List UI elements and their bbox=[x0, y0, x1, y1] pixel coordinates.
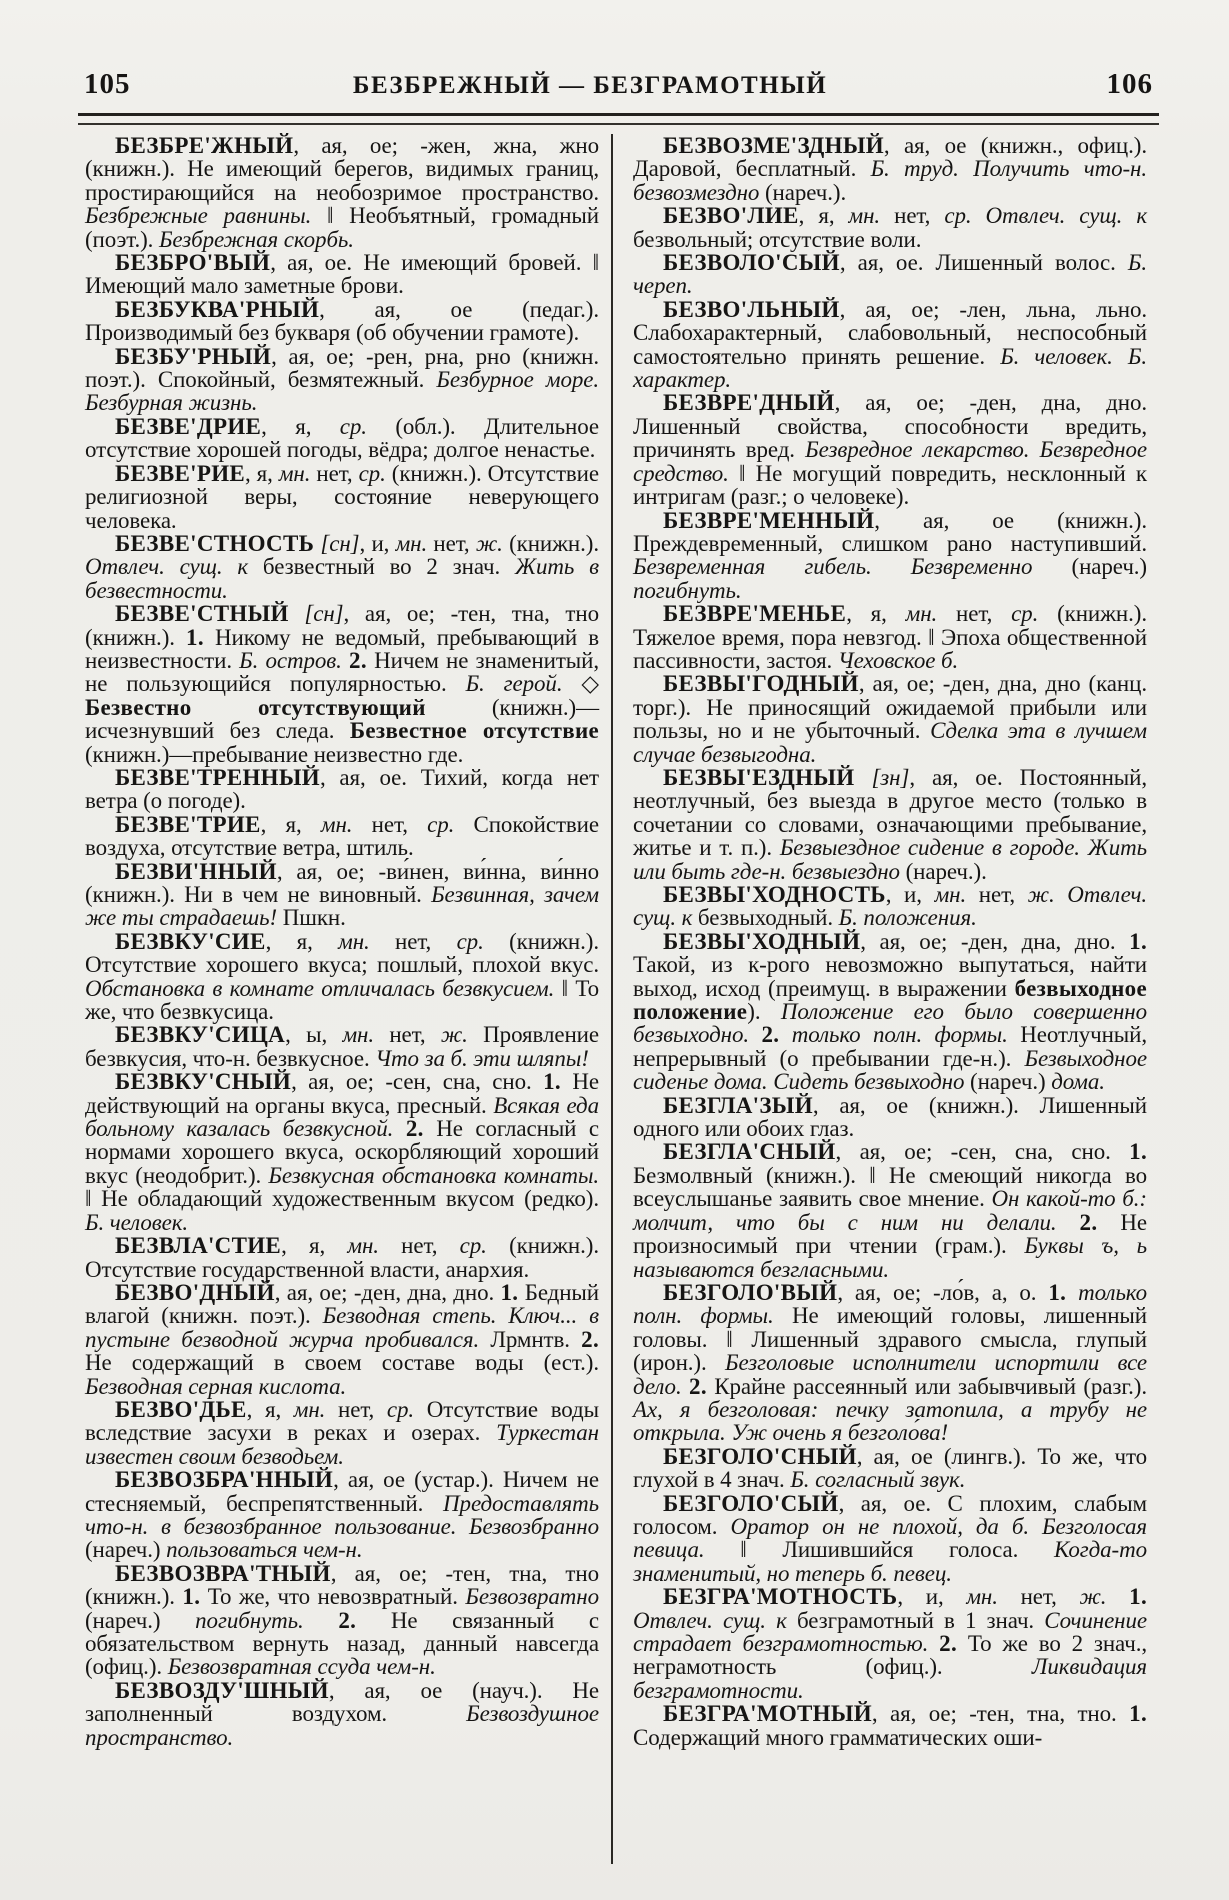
entry-bold-text: БЕЗВРЕ'ДНЫЙ bbox=[663, 390, 835, 416]
entry-text: нет, bbox=[310, 460, 359, 486]
dictionary-entry bbox=[85, 251, 599, 298]
entry-italic-text: Б. согласный звук. bbox=[790, 1467, 966, 1493]
entry-bold-text: БЕЗВЫ'ХОДНОСТЬ bbox=[663, 882, 886, 907]
entry-text: , ая, ое; -тен, тна, тно. bbox=[871, 1701, 1130, 1727]
entry-italic-text: Безводная серная кислота. bbox=[85, 1373, 347, 1399]
entry-italic-text: Когда-то знаменитый, но теперь б. певец. bbox=[633, 1537, 1147, 1586]
entry-italic-text: Сочинение страдает безграмотностью. bbox=[633, 1607, 1147, 1656]
entry-bold-text: 1. bbox=[1129, 1701, 1147, 1727]
entry-text bbox=[289, 601, 305, 626]
running-head: БЕЗБРЕЖНЫЙ — БЕЗГРАМОТНЫЙ bbox=[352, 72, 828, 99]
entry-text: , ая, ое (лингв.). То же, что глухой в 4 знач. bbox=[633, 1443, 1147, 1493]
entry-text: нет, bbox=[325, 1396, 387, 1422]
dictionary-entry bbox=[85, 1468, 599, 1562]
entry-italic-text: Безвозвратная ссуда чем-н. bbox=[167, 1654, 436, 1680]
dictionary-entry bbox=[633, 204, 1147, 251]
dictionary-entry bbox=[633, 1445, 1147, 1492]
dictionary-entry bbox=[85, 1281, 599, 1398]
entry-bold-text: Безвестно отсутствующий bbox=[85, 694, 426, 720]
entry-text: нет, bbox=[352, 811, 428, 837]
entry-bold-text: БЕЗГРА'МОТНЫЙ bbox=[663, 1701, 872, 1727]
left-column bbox=[85, 134, 599, 1864]
dictionary-entry bbox=[85, 1398, 599, 1468]
entry-bold-text: БЕЗГЛА'ЗЫЙ bbox=[663, 1092, 813, 1118]
dictionary-entry bbox=[633, 134, 1147, 204]
entry-bold-text: БЕЗВЕ'ТРИЕ bbox=[115, 811, 261, 837]
entry-italic-text: Безводная степь. Ключ... в пустыне безводной журча пробивался. bbox=[85, 1303, 599, 1352]
entry-italic-text: Безвыездное сидение в городе. Жить или быть где-н. безвыездно bbox=[633, 835, 1148, 884]
entry-text: , ая, ое; -сен, сна, сно. bbox=[291, 1069, 544, 1095]
entry-italic-text: [зн] bbox=[871, 764, 910, 790]
entry-text: безвестный во 2 знач. bbox=[248, 554, 516, 580]
entry-text: То же во 2 знач., неграмотность (офиц.). bbox=[633, 1631, 1148, 1680]
entry-bold-text: БЕЗВЕ'ТРЕННЫЙ bbox=[115, 764, 320, 790]
entry-italic-text: Оратор он не плохой, да б. Безголосая певица. bbox=[633, 1513, 1147, 1563]
entry-text: , ая, ое; -ден, дна, дно. bbox=[274, 1279, 501, 1305]
entry-text: (книжн.). Тяжелое время, пора невзгод. ‖ Эпоха общественной пассивности, застоя. bbox=[633, 601, 1147, 673]
entry-text: , ая, ое; -лен, льна, льно. Слабохарактерный, слабовольный, неспособный самостоятельно принять решение. bbox=[633, 296, 1147, 369]
entry-text: (нареч.) bbox=[85, 1537, 167, 1563]
entry-text: нет, bbox=[374, 1022, 441, 1048]
dictionary-entry bbox=[85, 1679, 599, 1749]
entry-text: Неотлучный, непрерывный (о пребывании где-н.). bbox=[633, 1022, 1147, 1071]
entry-bold-text: 2. bbox=[338, 1607, 357, 1633]
entry-text: , ая, ое (устар.). Ничем не стесняемый, беспрепятственный. bbox=[85, 1467, 599, 1516]
entry-text bbox=[1106, 1584, 1129, 1609]
entry-italic-text: Безвозвратно bbox=[465, 1584, 599, 1610]
entry-bold-text: БЕЗВЕ'СТНЫЙ bbox=[115, 601, 289, 627]
entry-italic-text: мн. bbox=[320, 811, 353, 837]
entry-bold-text: 2. bbox=[349, 647, 367, 673]
entry-bold-text: 1. bbox=[1129, 928, 1147, 954]
entry-italic-text: ж. bbox=[1079, 1584, 1107, 1610]
entry-bold-text: Безвестное отсутствие bbox=[349, 718, 600, 744]
entry-italic-text: Безбрежная скорбь. bbox=[158, 226, 354, 252]
entry-text bbox=[1057, 1210, 1080, 1235]
entry-bold-text: 1. bbox=[1129, 1139, 1147, 1165]
entry-text: Такой, из к-рого невозможно выпутаться, найти выход, исход (преимущ. в выражении bbox=[633, 952, 1147, 1001]
entry-italic-text: Б. человек. Б. характер. bbox=[633, 343, 1147, 393]
entry-text bbox=[393, 1116, 406, 1141]
entry-text: безвыходный. bbox=[692, 905, 839, 931]
entry-bold-text: 2. bbox=[939, 1631, 958, 1656]
entry-italic-text: Чеховское б. bbox=[837, 647, 959, 673]
entry-italic-text: Б. герой. bbox=[465, 671, 563, 697]
entry-italic-text: Жить в безвестности. bbox=[85, 554, 599, 603]
entry-text: , ая, ое (книжн.). Преждевременный, слишком рано наступивший. bbox=[633, 507, 1147, 556]
entry-italic-text: Б. череп. bbox=[633, 250, 1147, 299]
entry-text: ‖ Лишившийся голоса. bbox=[704, 1537, 1055, 1563]
entry-bold-text: БЕЗВРЕ'МЕНЬЕ bbox=[663, 601, 847, 627]
entry-bold-text: безвыходное положение bbox=[633, 975, 1147, 1025]
entry-text: нет, bbox=[427, 530, 476, 556]
entry-text bbox=[749, 1022, 761, 1047]
entry-italic-text: ср. bbox=[386, 1396, 415, 1422]
entry-italic-text: Безбурное море. Безбурная жизнь. bbox=[85, 367, 600, 416]
entry-text: Не согласный с нормами хорошего вкуса, оскорбляющий хороший вкус (неодобрит.). bbox=[85, 1116, 600, 1188]
entry-text: , я, bbox=[245, 460, 279, 486]
entry-text: (нареч.). bbox=[899, 858, 987, 884]
entry-bold-text: 2. bbox=[1079, 1209, 1098, 1235]
dictionary-entry bbox=[85, 532, 599, 602]
entry-text: нет, bbox=[378, 1233, 460, 1259]
entry-text: ). bbox=[747, 999, 781, 1025]
entry-italic-text: Безвыходное сиденье дома. Сидеть безвыходно bbox=[633, 1045, 1147, 1095]
entry-text: (книжн.). Отсутствие государственной власти, анархия. bbox=[85, 1233, 599, 1282]
dictionary-entry bbox=[633, 1140, 1147, 1280]
entry-text: безграмотный в 1 знач. bbox=[786, 1607, 1045, 1633]
entry-bold-text: 1. bbox=[182, 1584, 201, 1610]
entry-text: (книжн.)—исчезнувший без следа. bbox=[85, 694, 599, 744]
entry-italic-text: Положение его было совершенно безвыходно. bbox=[633, 999, 1148, 1048]
dictionary-entry bbox=[85, 766, 599, 813]
entry-italic-text: ср. bbox=[427, 811, 455, 837]
entry-italic-text: ср. bbox=[1011, 601, 1039, 627]
entry-bold-text: БЕЗВОЗБРА'ННЫЙ bbox=[115, 1467, 334, 1493]
entry-text: , и, bbox=[897, 1584, 967, 1610]
entry-italic-text: Туркестан известен своим безводьем. bbox=[85, 1420, 599, 1469]
entry-text: Содержащий много грамматических оши- bbox=[633, 1724, 1043, 1750]
entry-text: нет, bbox=[369, 928, 457, 954]
entry-bold-text: 1. bbox=[1129, 1584, 1147, 1610]
entry-text: , я, bbox=[798, 203, 849, 229]
entry-text: , ая, ое. С плохим, слабым голосом. bbox=[633, 1490, 1147, 1539]
entry-italic-text: Безвременная гибель. Безвременно bbox=[633, 554, 1033, 580]
entry-text: Не имеющий головы, лишенный головы. ‖ Лишенный здравого смысла, глупый (ирон.). bbox=[633, 1303, 1147, 1376]
dictionary-entry bbox=[633, 672, 1147, 766]
entry-italic-text: мн. bbox=[966, 1584, 998, 1610]
entry-italic-text: только полн. формы. bbox=[633, 1279, 1147, 1329]
entry-text: безвольный; отсутствие воли. bbox=[633, 226, 922, 252]
entry-italic-text: пользоваться чем-н. bbox=[166, 1537, 363, 1563]
entry-text: Лрмнтв. bbox=[479, 1326, 582, 1352]
entry-text: нет, bbox=[880, 203, 945, 229]
entry-text: (нареч.) bbox=[85, 1607, 196, 1633]
entry-text: Никому не ведомый, пребывающий в неизвестности. bbox=[85, 624, 599, 673]
entry-italic-text: Б. труд. Получить что-н. безвозмездно bbox=[633, 156, 1147, 205]
entry-bold-text: БЕЗВО'ЛЬНЫЙ bbox=[663, 296, 840, 322]
entry-text: , я, bbox=[246, 1396, 294, 1422]
dictionary-entry bbox=[633, 1281, 1147, 1445]
entry-italic-text: мн. bbox=[848, 203, 881, 229]
entry-text: , ая, ое; -тен, тна, тно (книжн.). bbox=[85, 601, 599, 650]
entry-italic-text: Сделка эта в лучшем случае безвыгодна. bbox=[633, 718, 1147, 767]
entry-text: ‖ То же, что безвкусица. bbox=[85, 975, 599, 1025]
entry-text: , и, bbox=[885, 882, 935, 907]
entry-bold-text: 2. bbox=[581, 1326, 599, 1352]
dictionary-entry bbox=[85, 1562, 599, 1679]
entry-text: Бедный влагой (книжн. поэт.). bbox=[85, 1279, 599, 1329]
entry-italic-text: мн. bbox=[347, 1233, 379, 1259]
entry-italic-text: ср. Отвлеч. сущ. к bbox=[944, 203, 1147, 229]
entry-bold-text: 2. bbox=[689, 1373, 707, 1399]
entry-bold-text: 2. bbox=[405, 1116, 424, 1142]
entry-text: , ая, ое (книжн.). Лишенный одного или обоих глаз. bbox=[633, 1092, 1147, 1142]
entry-text: Не произносимый при чтении (грам.). bbox=[633, 1209, 1147, 1259]
entry-text bbox=[928, 1631, 939, 1656]
dictionary-entry bbox=[633, 1492, 1147, 1586]
entry-bold-text: БЕЗБРЕ'ЖНЫЙ bbox=[115, 133, 294, 158]
entry-bold-text: БЕЗГЛА'СНЫЙ bbox=[663, 1139, 836, 1165]
entry-text: , я, bbox=[261, 413, 340, 439]
entry-text: ‖ Необъятный, громадный (поэт.). bbox=[85, 203, 599, 252]
entry-italic-text: мн. bbox=[338, 928, 370, 954]
entry-bold-text: БЕЗВКУ'СИЦА bbox=[115, 1022, 286, 1048]
entry-text: (нареч.) bbox=[964, 1069, 1052, 1095]
dictionary-entry bbox=[85, 1023, 599, 1070]
entry-italic-text: Безвоздушное пространство. bbox=[85, 1701, 599, 1750]
entry-italic-text: Безвредное лекарство. Безвредное средство. bbox=[633, 437, 1147, 486]
dictionary-entry bbox=[633, 602, 1147, 672]
entry-italic-text: Предоставлять что-н. в безвозбранное пользование. Безвозбранно bbox=[85, 1490, 599, 1539]
dictionary-entry bbox=[85, 930, 599, 1024]
entry-text: Пшкн. bbox=[277, 905, 346, 931]
entry-bold-text: БЕЗВОЗДУ'ШНЫЙ bbox=[115, 1677, 329, 1703]
entry-italic-text: Отвлеч. сущ. к bbox=[633, 1607, 787, 1633]
entry-text: ‖ Не обладающий художественным вкусом (редко). bbox=[85, 1186, 599, 1212]
entry-text: Ничем не знаменитый, не пользующийся популярностью. bbox=[85, 647, 599, 697]
entry-text bbox=[304, 1608, 339, 1633]
entry-text: (книжн.). Отсутствие хорошего вкуса; пошлый, плохой вкус. bbox=[85, 928, 599, 978]
dictionary-entry bbox=[85, 1234, 599, 1281]
entry-italic-text: ср. bbox=[358, 460, 386, 486]
entry-bold-text: БЕЗВЕ'ДРИЕ bbox=[115, 413, 262, 439]
entry-italic-text: Всякая еда больному казалась безвкусной. bbox=[85, 1092, 599, 1142]
entry-italic-text: Безбрежные равнины. bbox=[85, 203, 312, 229]
entry-bold-text: БЕЗВО'ЛИЕ bbox=[663, 203, 799, 229]
entry-italic-text: Б. положения. bbox=[838, 905, 977, 931]
dictionary-entry bbox=[633, 509, 1147, 603]
entry-bold-text: 1. bbox=[1048, 1279, 1067, 1305]
text-columns bbox=[85, 134, 1147, 1864]
dictionary-entry bbox=[85, 345, 599, 415]
dictionary-entry bbox=[633, 298, 1147, 392]
right-page-number: 106 bbox=[1106, 68, 1153, 100]
entry-text bbox=[682, 1374, 689, 1399]
entry-text: , ая, ое. Лишенный волос. bbox=[839, 250, 1128, 276]
entry-text: , я, bbox=[281, 1233, 348, 1259]
entry-italic-text: мн. bbox=[395, 530, 428, 556]
entry-text: , ая, ое; -ден, дна, дно. Лишенный свойства, способности вредить, причинять вред. bbox=[633, 390, 1147, 463]
entry-bold-text: БЕЗВЫ'ГОДНЫЙ bbox=[663, 671, 859, 697]
entry-text: , ая, ое (педаг.). Производимый без букваря (об обучении грамоте). bbox=[85, 296, 599, 346]
entry-italic-text: Безвинная, зачем же ты страдаешь! bbox=[85, 882, 599, 931]
entry-text: (книжн.). bbox=[502, 530, 599, 556]
entry-text: Крайне рассеянный или забывчивый (разг.). bbox=[706, 1373, 1147, 1399]
entry-text: , ая, ое; -сен, сна, сно. bbox=[835, 1139, 1130, 1165]
dictionary-entry bbox=[633, 1585, 1147, 1702]
entry-text: (обл.). Длительное отсутствие хорошей погоды, вёдра; долгое ненастье. bbox=[85, 413, 599, 463]
dictionary-entry bbox=[633, 930, 1147, 1094]
entry-text: , я, bbox=[846, 601, 906, 627]
entry-italic-text: Обстановка в комнате отличалась безвкусием. bbox=[85, 975, 555, 1001]
entry-text bbox=[1066, 1280, 1078, 1305]
entry-bold-text: БЕЗБРО'ВЫЙ bbox=[115, 250, 271, 276]
entry-text: , ая, ое; -жен, жна, жно (книжн.). Не имеющий берегов, видимых границ, простирающийся на необозримое пространство. bbox=[85, 133, 599, 205]
entry-text: Спокойствие воздуха, отсутствие ветра, штиль. bbox=[85, 811, 599, 861]
entry-text: (книжн.). Отсутствие религиозной веры, состояние неверующего человека. bbox=[85, 460, 599, 533]
entry-bold-text: БЕЗВРЕ'МЕННЫЙ bbox=[663, 507, 875, 533]
entry-italic-text: только полн. формы. bbox=[791, 1022, 1008, 1048]
entry-text: Не содержащий в своем составе воды (ест.). bbox=[85, 1350, 599, 1376]
entry-text: , ая, ое (книжн., офиц.). Даровой, бесплатный. bbox=[633, 133, 1147, 182]
entry-italic-text: дома. bbox=[1051, 1069, 1105, 1095]
entry-text: Не действующий на органы вкуса, пресный. bbox=[85, 1069, 599, 1118]
dictionary-entry bbox=[633, 1094, 1147, 1141]
entry-italic-text: мн. bbox=[342, 1022, 374, 1048]
right-column bbox=[613, 134, 1147, 1864]
entry-text: , ая, ое. Не имеющий бровей. ‖ Имеющий мало заметные брови. bbox=[85, 250, 599, 299]
entry-text: нет, bbox=[937, 601, 1012, 627]
entry-italic-text: Отвлеч. сущ. к bbox=[85, 554, 249, 580]
entry-bold-text: БЕЗВОЗВРА'ТНЫЙ bbox=[115, 1560, 331, 1586]
entry-text: , и, bbox=[359, 530, 396, 556]
entry-italic-text: Ах, я безголовая: печку затопила, а трубу не открыла. Уж очень я безголо́ва! bbox=[633, 1396, 1147, 1446]
entry-text: (нареч.). bbox=[759, 179, 847, 205]
entry-bold-text: 1. bbox=[500, 1279, 519, 1305]
entry-text: , ая, ое; -рен, рна, рно (книжн. поэт.). Спокойный, безмятежный. bbox=[85, 343, 599, 393]
entry-text: нет, bbox=[997, 1584, 1080, 1610]
entry-text bbox=[779, 1022, 791, 1047]
entry-bold-text: 1. bbox=[186, 624, 204, 650]
entry-bold-text: БЕЗВЕ'РИЕ bbox=[115, 460, 246, 486]
entry-bold-text: БЕЗВКУ'СИЕ bbox=[115, 928, 266, 954]
entry-italic-text: Он какой-то б.: молчит, что бы с ним ни делали. bbox=[633, 1186, 1147, 1235]
dictionary-entry bbox=[633, 766, 1147, 883]
page-header bbox=[84, 68, 1153, 101]
entry-text: Безмолвный (книжн.). ‖ Не смеющий никогда во всеуслышанье заявить свое мнение. bbox=[633, 1162, 1147, 1212]
entry-italic-text: погибнуть. bbox=[633, 577, 742, 603]
entry-italic-text: Б. человек. bbox=[85, 1209, 189, 1235]
entry-text: , я, bbox=[260, 811, 321, 837]
entry-bold-text: 1. bbox=[543, 1069, 561, 1095]
entry-italic-text: мн. bbox=[934, 882, 967, 907]
entry-italic-text: Б. остров. bbox=[239, 647, 342, 673]
entry-text: (нареч.) bbox=[1032, 554, 1147, 580]
entry-bold-text: БЕЗВЫ'ЕЗДНЫЙ bbox=[663, 764, 855, 790]
entry-italic-text: [сн] bbox=[320, 530, 360, 556]
entry-text: , ая, ое; -ви́нен, ви́нна, ви́нно (книжн.). Ни в чем не виновный. bbox=[85, 858, 599, 907]
entry-text: , ая, ое; -ден, дна, дно. bbox=[860, 928, 1130, 954]
dictionary-entry bbox=[633, 1702, 1147, 1749]
entry-text: нет, bbox=[966, 882, 1028, 907]
dictionary-entry bbox=[85, 602, 599, 766]
entry-bold-text: БЕЗВОЗМЕ'ЗДНЫЙ bbox=[663, 133, 884, 158]
entry-italic-text: мн. bbox=[905, 601, 938, 627]
entry-text bbox=[854, 765, 871, 790]
dictionary-entry bbox=[85, 860, 599, 930]
entry-text: , ы, bbox=[285, 1022, 343, 1048]
entry-text: ‖ Не могущий повредить, несклонный к интригам (разг.; о человеке). bbox=[633, 460, 1147, 510]
entry-italic-text: Ликвидация безграмотности. bbox=[633, 1654, 1147, 1703]
dictionary-entry bbox=[85, 415, 599, 462]
entry-bold-text: БЕЗВКУ'СНЫЙ bbox=[115, 1069, 292, 1095]
entry-bold-text: БЕЗВО'ДНЫЙ bbox=[115, 1279, 275, 1305]
entry-italic-text: ср. bbox=[339, 413, 367, 439]
entry-italic-text: мн. bbox=[293, 1396, 326, 1422]
entry-italic-text: Буквы ъ, ь называются безгласными. bbox=[633, 1233, 1147, 1282]
entry-italic-text: ж. bbox=[475, 530, 503, 556]
entry-text: , ая, ое (науч.). Не заполненный воздухом. bbox=[85, 1677, 599, 1727]
left-page-number: 105 bbox=[84, 68, 131, 100]
entry-text: , ая, ое. Тихий, когда нет ветра (о погоде). bbox=[85, 764, 599, 814]
entry-bold-text: БЕЗГОЛО'СЫЙ bbox=[663, 1490, 839, 1516]
entry-italic-text: [сн] bbox=[304, 601, 344, 627]
entry-bold-text: 2. bbox=[761, 1022, 780, 1048]
entry-text: , ая, ое; -ден, дна, дно (канц. торг.). Не приносящий ожидаемой прибыли или пользы, но и не убыточный. bbox=[633, 671, 1147, 744]
entry-text bbox=[342, 648, 349, 673]
entry-bold-text: БЕЗГОЛО'СНЫЙ bbox=[663, 1443, 857, 1469]
dictionary-entry bbox=[85, 1070, 599, 1234]
entry-bold-text: БЕЗВИ'ННЫЙ bbox=[115, 858, 277, 884]
entry-bold-text: БЕЗВО'ДЬЕ bbox=[115, 1396, 247, 1422]
entry-text: , ая, ое; -тен, тна, тно (книжн.). bbox=[85, 1560, 599, 1610]
entry-text: Отсутствие воды вследствие засухи в реках и озерах. bbox=[85, 1396, 599, 1446]
entry-italic-text: погибнуть. bbox=[195, 1607, 304, 1633]
entry-italic-text: ср. bbox=[456, 928, 484, 954]
entry-bold-text: БЕЗГОЛО'ВЫЙ bbox=[663, 1279, 838, 1305]
entry-text: То же, что невозвратный. bbox=[200, 1584, 466, 1610]
dictionary-entry bbox=[85, 134, 599, 251]
entry-bold-text: БЕЗВОЛО'СЫЙ bbox=[663, 250, 840, 276]
entry-text: Не связанный с обязательством вернуть назад, данный навсегда (офиц.). bbox=[85, 1607, 600, 1680]
entry-text: , я, bbox=[265, 928, 339, 954]
entry-text: ◇ bbox=[562, 671, 599, 697]
header-double-rule bbox=[78, 113, 1159, 125]
entry-text: , ая, ое. Постоянный, неотлучный, без выезда в другое место (только в сочетании со словами, означающими пребывание, житье и т. п.). bbox=[633, 764, 1147, 861]
entry-bold-text: БЕЗГРА'МОТНОСТЬ bbox=[663, 1584, 898, 1610]
entry-text: (книжн.)—пребывание неизвестно где. bbox=[85, 741, 464, 767]
dictionary-entry bbox=[85, 813, 599, 860]
dictionary-entry bbox=[633, 883, 1147, 930]
entry-bold-text: БЕЗВЫ'ХОДНЫЙ bbox=[663, 928, 861, 954]
entry-italic-text: Безвкусная обстановка комнаты. bbox=[268, 1162, 599, 1188]
entry-italic-text: ср. bbox=[459, 1233, 487, 1259]
entry-bold-text: БЕЗВЛА'СТИЕ bbox=[115, 1233, 282, 1259]
entry-italic-text: ж. Отвлеч. сущ. к bbox=[633, 882, 1148, 931]
entry-bold-text: БЕЗБУКВА'РНЫЙ bbox=[115, 296, 320, 322]
entry-italic-text: ж. bbox=[440, 1022, 468, 1048]
dictionary-entry bbox=[85, 298, 599, 345]
dictionary-entry bbox=[633, 391, 1147, 508]
entry-bold-text: БЕЗВЕ'СТНОСТЬ bbox=[115, 530, 315, 556]
entry-bold-text: БЕЗБУ'РНЫЙ bbox=[115, 343, 272, 369]
entry-italic-text: Безголовые исполнители испортили все дело. bbox=[633, 1350, 1147, 1399]
dictionary-entry bbox=[85, 462, 599, 532]
entry-text: Проявление безвкусия, что-н. безвкусное. bbox=[85, 1022, 599, 1071]
entry-italic-text: Что за б. эти шляпы! bbox=[375, 1045, 589, 1071]
entry-text: , ая, ое; -ло́в, а, о. bbox=[837, 1279, 1049, 1305]
entry-italic-text: мн. bbox=[278, 460, 311, 486]
dictionary-entry bbox=[633, 251, 1147, 298]
